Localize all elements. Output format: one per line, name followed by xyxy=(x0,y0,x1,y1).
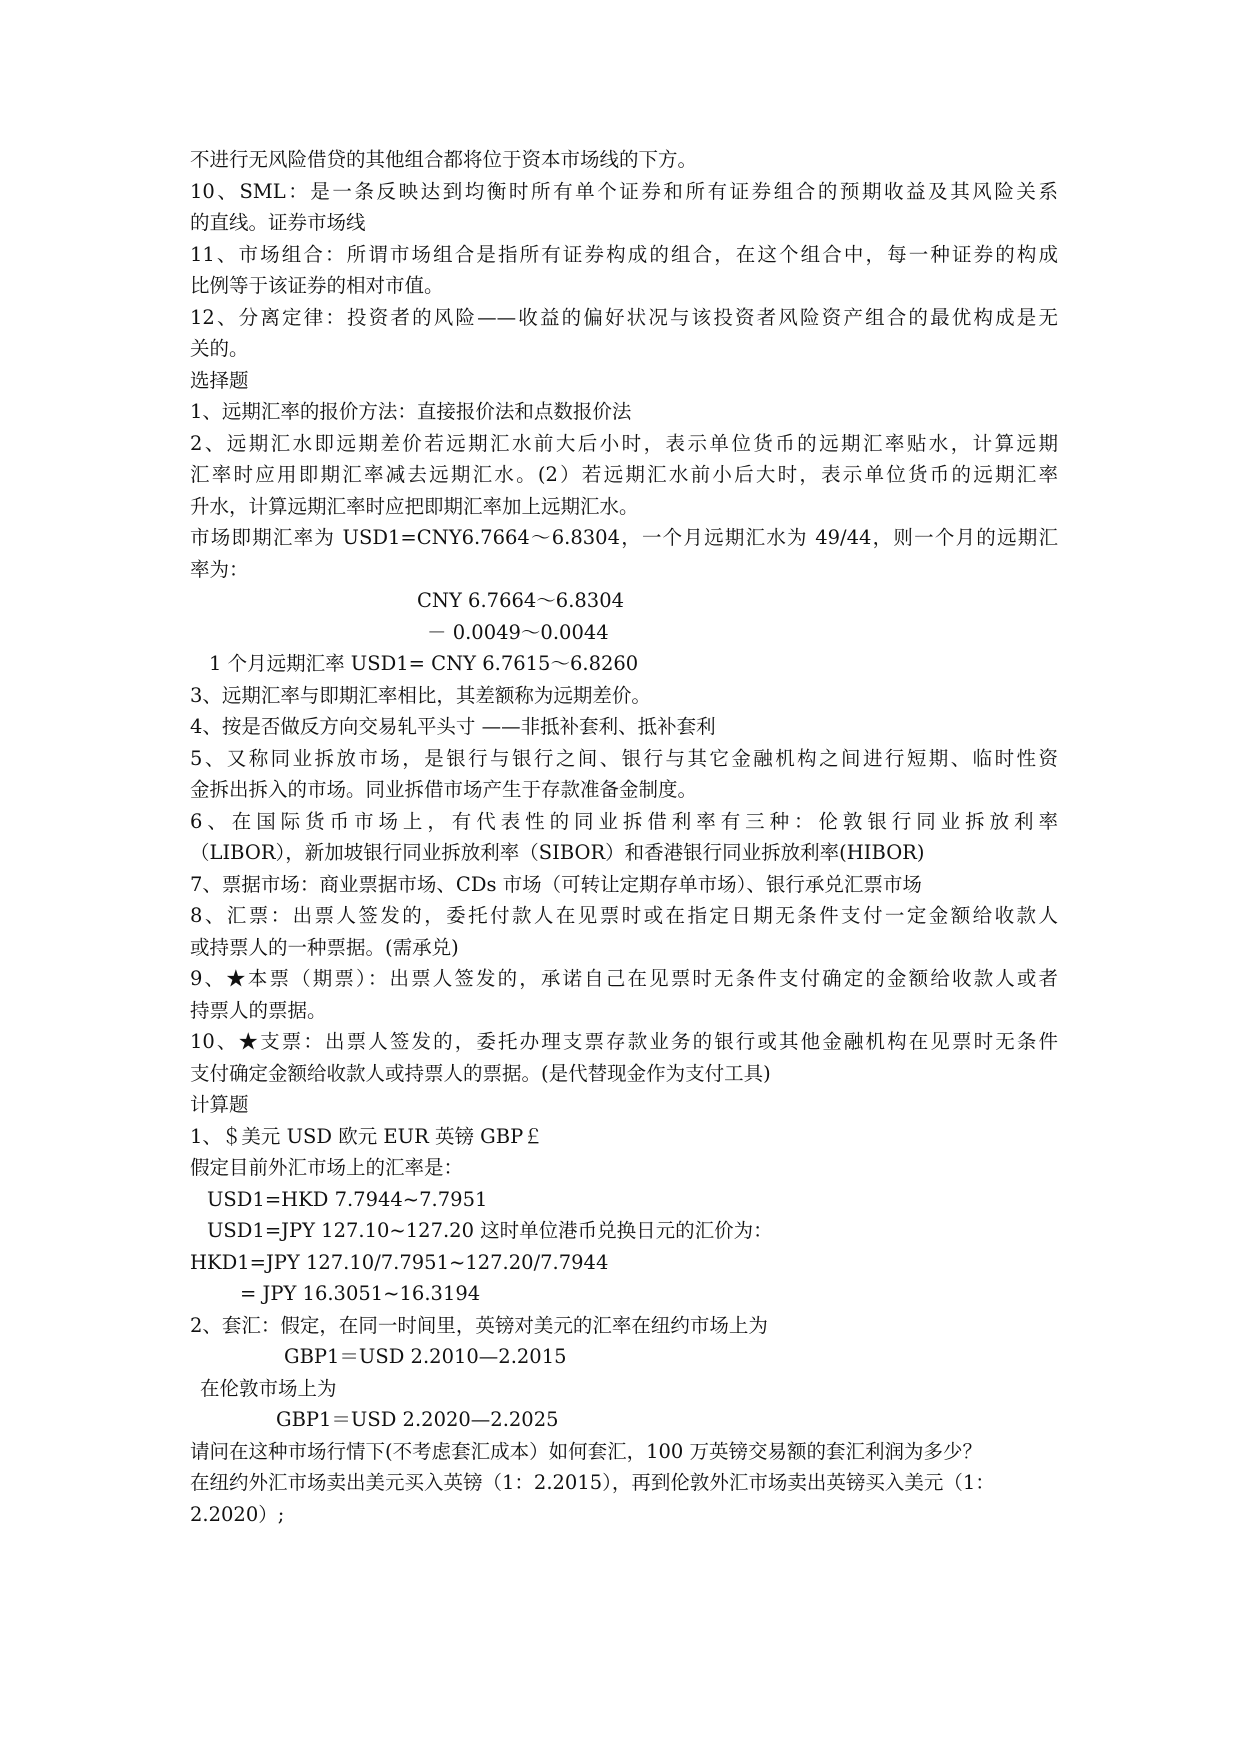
text-line: （LIBOR），新加坡银行同业拆放利率（SIBOR）和香港银行同业拆放利率(HIBOR) xyxy=(190,841,925,864)
text-line: 升水，计算远期汇率时应把即期汇率加上远期汇水。 xyxy=(190,494,639,518)
text-line: 汇率时应用即期汇率减去远期汇水。(2）若远期汇水前小后大时，表示单位货币的远期汇率 xyxy=(190,463,1058,486)
document-body xyxy=(190,144,1058,1530)
text-line: 10、SML：是一条反映达到均衡时所有单个证券和所有证券组合的预期收益及其风险关系 xyxy=(190,179,1058,203)
text-line: 市场即期汇率为 USD1=CNY6.7664～6.8304，一个月远期汇水为 49/44，则一个月的远期汇 xyxy=(190,526,1058,549)
section-heading: 计算题 xyxy=(190,1093,249,1116)
text-line: 2.2020）; xyxy=(190,1502,285,1526)
text-line: 假定目前外汇市场上的汇率是： xyxy=(190,1156,464,1179)
text-line: 持票人的票据。 xyxy=(190,998,327,1022)
calc-line: － 0.0049～0.0044 xyxy=(427,620,609,644)
text-line: 关的。 xyxy=(190,337,249,360)
text-line: 在纽约外汇市场卖出美元买入英镑（1：2.2015），再到伦敦外汇市场卖出英镑买入美元（1： xyxy=(190,1471,995,1494)
text-line: 3、远期汇率与即期汇率相比，其差额称为远期差价。 xyxy=(190,683,651,707)
text-line: 12、分离定律：投资者的风险——收益的偏好状况与该投资者风险资产组合的最优构成是无 xyxy=(190,305,1058,329)
calc-line: 1 个月远期汇率 USD1= CNY 6.7615～6.8260 xyxy=(209,652,639,675)
text-line: 2、远期汇水即远期差价若远期汇水前大后小时，表示单位货币的远期汇率贴水，计算远期 xyxy=(190,431,1058,455)
text-line: 7、票据市场：商业票据市场、CDs 市场（可转让定期存单市场）、银行承兑汇票市场 xyxy=(190,872,922,896)
calc-line: GBP1＝USD 2.2010—2.2015 xyxy=(284,1345,567,1368)
text-line: 1、远期汇率的报价方法：直接报价法和点数报价法 xyxy=(190,400,632,423)
text-line: 4、按是否做反方向交易轧平头寸 ——非抵补套利、抵补套利 xyxy=(190,715,716,738)
text-line: 金拆出拆入的市场。同业拆借市场产生于存款准备金制度。 xyxy=(190,778,698,801)
text-line: 不进行无风险借贷的其他组合都将位于资本市场线的下方。 xyxy=(190,148,698,171)
text-line: 2、套汇：假定，在同一时间里，英镑对美元的汇率在纽约市场上为 xyxy=(190,1313,768,1337)
text-line: 1、＄美元 USD 欧元 EUR 英镑 GBP￡ xyxy=(190,1124,543,1148)
text-line: 请问在这种市场行情下(不考虑套汇成本）如何套汇，100 万英镑交易额的套汇利润为多少？ xyxy=(190,1439,983,1463)
text-line: 10、★支票：出票人签发的，委托办理支票存款业务的银行或其他金融机构在见票时无条件 xyxy=(190,1030,1058,1053)
text-line: 比例等于该证券的相对市值。 xyxy=(190,274,444,297)
text-line: 5、又称同业拆放市场，是银行与银行之间、银行与其它金融机构之间进行短期、临时性资 xyxy=(190,746,1058,770)
text-line: 的直线。证券市场线 xyxy=(190,211,366,234)
calc-line: = JPY 16.3051~16.3194 xyxy=(240,1282,481,1305)
calc-line: USD1=JPY 127.10~127.20 这时单位港币兑换日元的汇价为： xyxy=(207,1219,773,1242)
text-line: 支付确定金额给收款人或持票人的票据。(是代替现金作为支付工具) xyxy=(190,1061,771,1085)
calc-line: GBP1＝USD 2.2020—2.2025 xyxy=(276,1408,559,1431)
calc-line: CNY 6.7664～6.8304 xyxy=(417,589,625,612)
text-line: 9、★本票（期票）：出票人签发的，承诺自己在见票时无条件支付确定的金额给收款人或者 xyxy=(190,967,1058,990)
text-line: 6、在国际货币市场上，有代表性的同业拆借利率有三种：伦敦银行同业拆放利率 xyxy=(190,809,1058,833)
calc-line: HKD1=JPY 127.10/7.7951~127.20/7.7944 xyxy=(190,1250,609,1274)
text-line: 在伦敦市场上为 xyxy=(200,1376,337,1400)
text-line: 率为： xyxy=(190,557,249,581)
calc-line: USD1=HKD 7.7944~7.7951 xyxy=(207,1187,488,1211)
text-line: 8、汇票：出票人签发的，委托付款人在见票时或在指定日期无条件支付一定金额给收款人 xyxy=(190,904,1058,927)
section-heading: 选择题 xyxy=(190,368,249,392)
text-line: 11、市场组合：所谓市场组合是指所有证券构成的组合，在这个组合中，每一种证券的构成 xyxy=(190,242,1058,266)
text-line: 或持票人的一种票据。(需承兑) xyxy=(190,935,459,959)
